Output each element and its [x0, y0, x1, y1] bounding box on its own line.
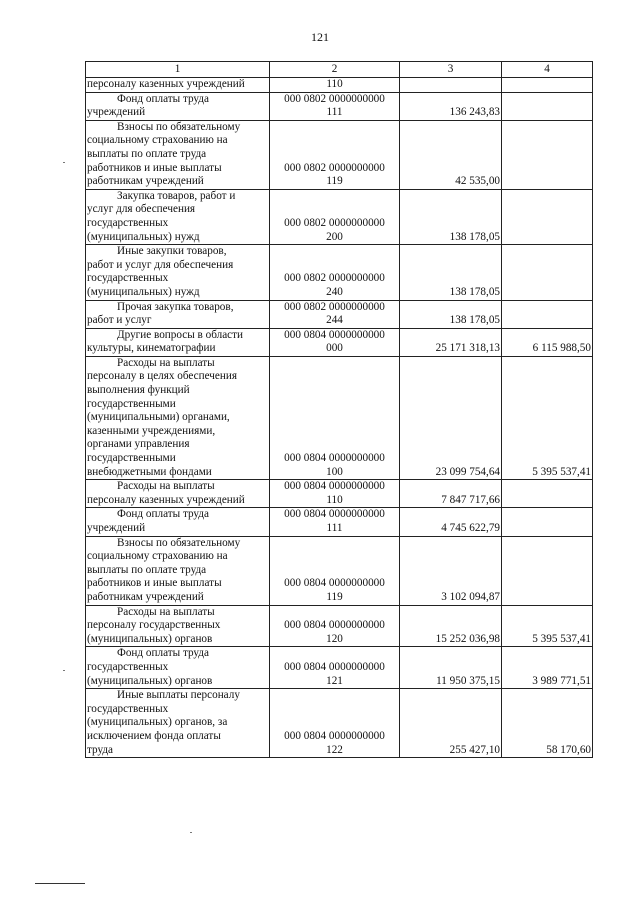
classification-code: 000 0804 0000000000 [284, 328, 385, 341]
budget-code-cell [270, 78, 400, 93]
scan-speck [63, 162, 65, 163]
table-row [86, 356, 593, 479]
amount-extra-cell [502, 536, 593, 605]
expense-name-line: персоналу казенных учреждений [87, 493, 245, 506]
budget-code-cell [270, 689, 400, 758]
amount-cell: 136 243,83 [400, 92, 502, 120]
expense-name-cell [86, 536, 270, 605]
amount-cell: 255 427,10 [400, 689, 502, 758]
budget-code-cell [270, 536, 400, 605]
expense-name-line: работникам учреждений [87, 175, 204, 188]
expense-name-line: персоналу казенных учреждений [87, 78, 245, 90]
classification-code: 000 0802 0000000000 [284, 161, 385, 174]
table-row [86, 189, 593, 244]
expense-name-cell [86, 78, 270, 93]
budget-code-cell [270, 605, 400, 647]
page-number: 121 [311, 30, 329, 44]
budget-code-cell [270, 300, 400, 328]
classification-code: 000 0804 0000000000 [284, 729, 385, 742]
classification-code: 110 [326, 78, 343, 90]
expense-type-code: 121 [326, 674, 343, 687]
expense-name-line: учреждений [87, 522, 146, 534]
table-row [86, 300, 593, 328]
expense-type-code: 200 [326, 230, 343, 243]
expense-name-line: Фонд оплаты труда [117, 92, 209, 105]
expense-name-line: (муниципальными) органами, [87, 411, 230, 424]
expense-name-line: Иные выплаты персоналу [117, 689, 240, 702]
table-row [86, 605, 593, 647]
budget-code-cell [270, 356, 400, 479]
expense-type-code: 111 [326, 522, 343, 534]
amount-extra-cell: 5 395 537,41 [502, 356, 593, 479]
expense-name-line: Прочая закупка товаров, [117, 300, 234, 313]
budget-table [85, 61, 593, 758]
scan-speck [190, 832, 192, 833]
expense-name-line: государственных [87, 702, 169, 715]
budget-code-cell [270, 647, 400, 689]
amount-cell: 15 252 036,98 [400, 605, 502, 647]
budget-code-cell [270, 189, 400, 244]
budget-table-body [86, 62, 593, 758]
expense-name-line: труда [87, 743, 114, 756]
expense-name-cell [86, 245, 270, 300]
expense-name-line: работников и иные выплаты [87, 161, 222, 174]
classification-code: 000 0804 0000000000 [284, 508, 385, 521]
table-row [86, 689, 593, 758]
expense-name-line: работ и услуг для обеспечения [87, 258, 234, 271]
expense-name-line: органами управления [87, 438, 190, 451]
amount-extra-cell [502, 189, 593, 244]
budget-code-cell [270, 508, 400, 536]
expense-name-line: Другие вопросы в области [117, 328, 244, 341]
expense-name-line: Расходы на выплаты [117, 480, 215, 493]
amount-cell: 11 950 375,15 [400, 647, 502, 689]
classification-code: 000 0802 0000000000 [284, 272, 385, 285]
table-row [86, 120, 593, 189]
expense-name-cell [86, 508, 270, 536]
expense-name-line: (муниципальных) органов [87, 674, 213, 687]
amount-extra-cell [502, 300, 593, 328]
scan-speck [63, 670, 65, 671]
expense-name-line: работ и услуг [87, 314, 152, 327]
expense-name-cell [86, 647, 270, 689]
classification-code: 000 0804 0000000000 [284, 660, 385, 673]
amount-cell: 23 099 754,64 [400, 356, 502, 479]
amount-cell: 7 847 717,66 [400, 480, 502, 508]
expense-type-code: 100 [326, 465, 343, 478]
footnote-rule [35, 883, 85, 884]
expense-type-code: 244 [326, 314, 343, 327]
expense-name-line: казенными учреждениями, [87, 424, 216, 437]
amount-extra-cell [502, 508, 593, 536]
classification-code: 000 0804 0000000000 [284, 577, 385, 590]
expense-name-cell [86, 92, 270, 120]
classification-code: 000 0802 0000000000 [284, 300, 385, 313]
classification-code: 000 0804 0000000000 [284, 452, 385, 465]
expense-name-line: государственных [87, 272, 169, 285]
expense-name-line: исключением фонда оплаты [87, 729, 221, 742]
expense-name-cell [86, 300, 270, 328]
expense-name-cell [86, 689, 270, 758]
amount-extra-cell [502, 120, 593, 189]
expense-name-cell [86, 356, 270, 479]
expense-name-line: государственными [87, 452, 176, 465]
expense-name-line: внебюджетными фондами [87, 465, 212, 478]
expense-type-code: 240 [326, 285, 343, 298]
amount-extra-cell [502, 78, 593, 93]
expense-name-cell [86, 605, 270, 647]
amount-extra-cell: 3 989 771,51 [502, 647, 593, 689]
amount-cell: 4 745 622,79 [400, 508, 502, 536]
column-header: 2 [270, 62, 400, 78]
table-row [86, 480, 593, 508]
expense-name-line: работникам учреждений [87, 590, 204, 603]
budget-code-cell [270, 245, 400, 300]
table-row [86, 78, 593, 93]
expense-type-code: 119 [326, 175, 343, 188]
table-row [86, 92, 593, 120]
classification-code: 000 0804 0000000000 [284, 480, 385, 493]
expense-name-line: выплаты по оплате труда [87, 147, 207, 160]
column-header: 3 [400, 62, 502, 78]
expense-name-line: социальному страхованию на [87, 134, 228, 147]
expense-name-line: государственных [87, 660, 169, 673]
table-row [86, 245, 593, 300]
expense-name-line: выплаты по оплате труда [87, 563, 207, 576]
expense-name-line: Иные закупки товаров, [117, 245, 227, 258]
amount-extra-cell [502, 245, 593, 300]
expense-name-line: (муниципальных) органов [87, 632, 213, 645]
expense-name-cell [86, 328, 270, 356]
expense-name-line: социальному страхованию на [87, 550, 228, 563]
table-row [86, 647, 593, 689]
column-header: 4 [502, 62, 593, 78]
budget-code-cell [270, 120, 400, 189]
amount-cell: 138 178,05 [400, 245, 502, 300]
table-row [86, 508, 593, 536]
expense-type-code: 000 [326, 342, 343, 355]
expense-name-line: (муниципальных) органов, за [87, 716, 228, 729]
expense-name-line: (муниципальных) нужд [87, 230, 200, 243]
amount-cell: 25 171 318,13 [400, 328, 502, 356]
expense-name-line: государственными [87, 397, 176, 410]
table-row [86, 328, 593, 356]
expense-name-cell [86, 189, 270, 244]
expense-name-line: Взносы по обязательному [117, 536, 241, 549]
amount-cell: 138 178,05 [400, 189, 502, 244]
amount-extra-cell: 5 395 537,41 [502, 605, 593, 647]
expense-name-line: Расходы на выплаты [117, 605, 215, 618]
budget-code-cell [270, 328, 400, 356]
expense-name-line: Закупка товаров, работ и [117, 189, 236, 202]
amount-extra-cell: 58 170,60 [502, 689, 593, 758]
expense-type-code: 111 [326, 106, 343, 119]
expense-name-line: выполнения функций [87, 384, 190, 397]
expense-name-line: работников и иные выплаты [87, 577, 222, 590]
classification-code: 000 0802 0000000000 [284, 92, 385, 105]
expense-name-cell [86, 480, 270, 508]
expense-name-line: персоналу в целях обеспечения [87, 370, 238, 383]
expense-name-cell [86, 120, 270, 189]
expense-name-line: Фонд оплаты труда [117, 508, 209, 521]
expense-name-line: культуры, кинематографии [87, 342, 216, 355]
classification-code: 000 0804 0000000000 [284, 619, 385, 632]
expense-name-line: услуг для обеспечения [87, 203, 196, 216]
amount-cell: 138 178,05 [400, 300, 502, 328]
amount-cell [400, 78, 502, 93]
amount-extra-cell [502, 480, 593, 508]
expense-type-code: 110 [326, 493, 343, 506]
amount-cell: 42 535,00 [400, 120, 502, 189]
amount-extra-cell: 6 115 988,50 [502, 328, 593, 356]
column-header: 1 [86, 62, 270, 78]
amount-cell: 3 102 094,87 [400, 536, 502, 605]
expense-name-line: Фонд оплаты труда [117, 647, 209, 660]
expense-name-line: учреждений [87, 106, 146, 119]
budget-code-cell [270, 480, 400, 508]
classification-code: 000 0802 0000000000 [284, 216, 385, 229]
expense-name-line: (муниципальных) нужд [87, 285, 200, 298]
expense-type-code: 120 [326, 632, 343, 645]
expense-name-line: Взносы по обязательному [117, 120, 241, 133]
header-row [86, 62, 593, 78]
expense-name-line: персоналу государственных [87, 619, 221, 632]
expense-name-line: Расходы на выплаты [117, 356, 215, 369]
table-row [86, 536, 593, 605]
expense-type-code: 119 [326, 590, 343, 603]
budget-code-cell [270, 92, 400, 120]
expense-name-line: государственных [87, 216, 169, 229]
expense-type-code: 122 [326, 743, 343, 756]
amount-extra-cell [502, 92, 593, 120]
